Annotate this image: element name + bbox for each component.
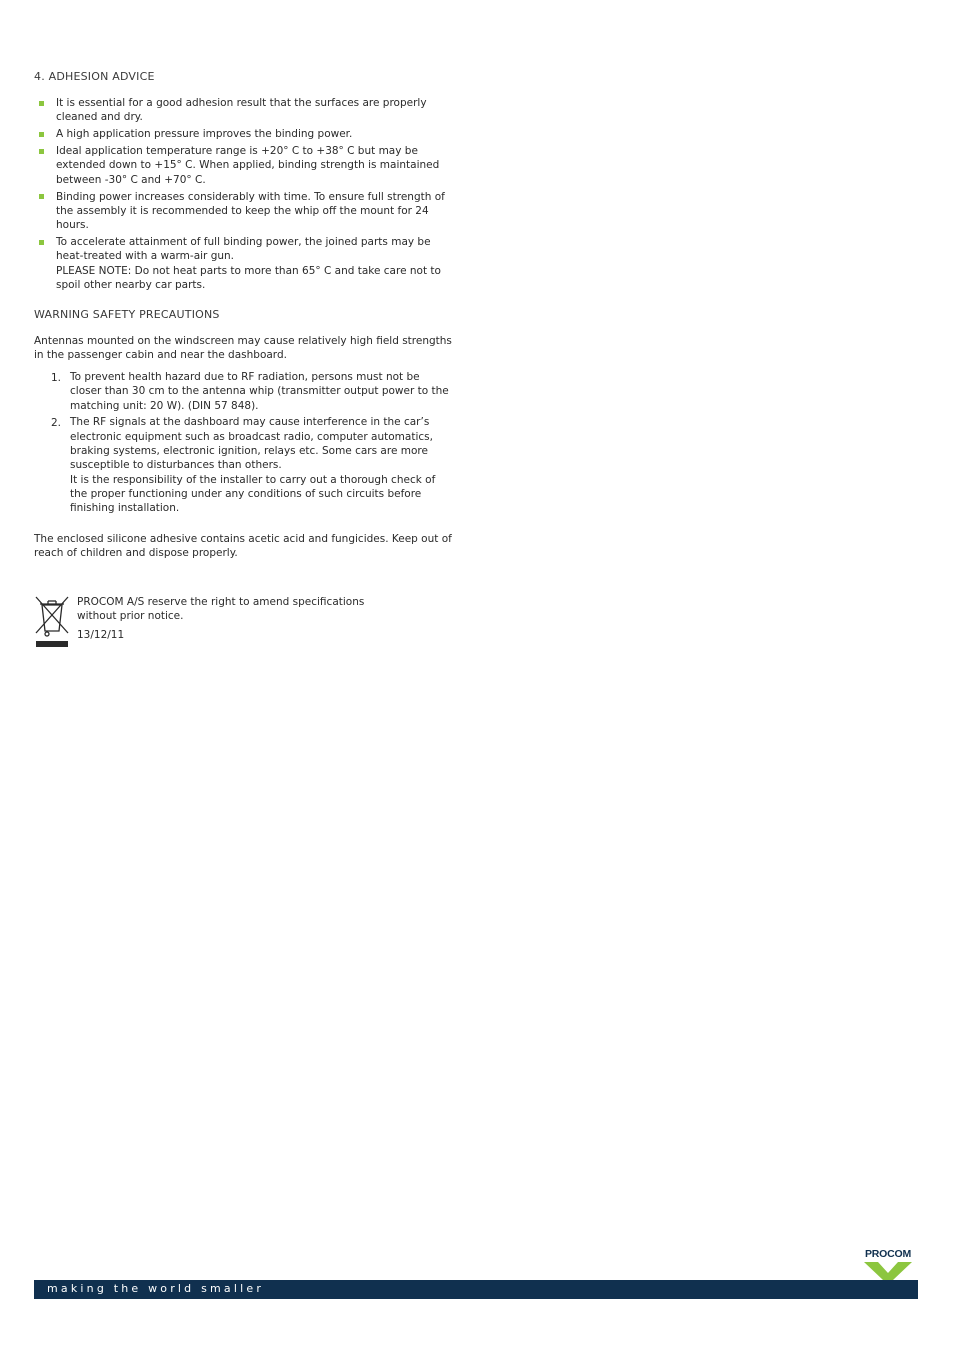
specifications-notice: PROCOM A/S reserve the right to amend specifications without prior notice. bbox=[77, 596, 365, 623]
adhesion-list bbox=[34, 96, 454, 295]
adhesion-item-text: A high application pressure improves the binding power. bbox=[56, 128, 353, 141]
slogan: making the world smaller bbox=[47, 1282, 265, 1295]
warning-list bbox=[34, 370, 454, 518]
bullet-icon bbox=[39, 132, 44, 137]
crossed-bin-icon bbox=[34, 595, 70, 649]
list-item bbox=[34, 190, 454, 233]
list-item bbox=[34, 415, 454, 515]
footer-bar bbox=[34, 1280, 918, 1299]
warning-item-text: To prevent health hazard due to RF radiation, persons must not be closer than 30 cm to the antenna whip (transmitter output power to the matching unit: 20 W). (DIN 57 848). bbox=[70, 371, 449, 412]
bullet-icon bbox=[39, 240, 44, 245]
bullet-icon bbox=[39, 194, 44, 199]
list-item bbox=[34, 370, 454, 413]
adhesion-note-text: PLEASE NOTE: Do not heat parts to more than 65° C and take care not to spoil other nearby car parts. bbox=[56, 264, 441, 291]
warning-item-text-2: It is the responsibility of the installer to carry out a thorough check of the proper functioning under any conditions of such circuits before finishing installation. bbox=[70, 473, 436, 515]
bullet-icon bbox=[39, 101, 44, 106]
adhesion-item-text: It is essential for a good adhesion result that the surfaces are properly cleaned and dry. bbox=[56, 97, 427, 124]
bullet-icon bbox=[39, 149, 44, 154]
list-item bbox=[34, 235, 454, 292]
silicone-notice: The enclosed silicone adhesive contains acetic acid and fungicides. Keep out of reach of children and dispose properly. bbox=[34, 533, 452, 560]
adhesion-item-text: Ideal application temperature range is +20° C to +38° C but may be extended down to +15° C. When applied, binding strength is maintained between -30° C and +70° C. bbox=[56, 145, 440, 186]
adhesion-item-text: Binding power increases considerably with time. To ensure full strength of the assembly it is recommended to keep the whip off the mount for 24 hours. bbox=[56, 190, 445, 232]
warning-heading: WARNING SAFETY PRECAUTIONS bbox=[34, 308, 220, 321]
document-date: 13/12/11 bbox=[77, 629, 125, 641]
list-item bbox=[34, 96, 454, 125]
warning-item-text: The RF signals at the dashboard may cause interference in the car’s electronic equipment such as broadcast radio, computer automatics, braking systems, electronic ignition, relays etc. Some cars are more susceptible to disturbances than others. bbox=[70, 416, 433, 472]
item-number: 2. bbox=[51, 417, 62, 430]
list-item bbox=[34, 144, 454, 187]
warning-intro: Antennas mounted on the windscreen may cause relatively high field strengths in the passenger cabin and near the dashboard. bbox=[34, 335, 452, 362]
logo-text: PROCOM bbox=[864, 1248, 912, 1260]
list-item bbox=[34, 127, 454, 141]
adhesion-item-text: To accelerate attainment of full binding power, the joined parts may be heat-treated with a warm-air gun. bbox=[56, 236, 431, 263]
item-number: 1. bbox=[51, 372, 62, 384]
adhesion-heading: 4. ADHESION ADVICE bbox=[34, 70, 155, 83]
